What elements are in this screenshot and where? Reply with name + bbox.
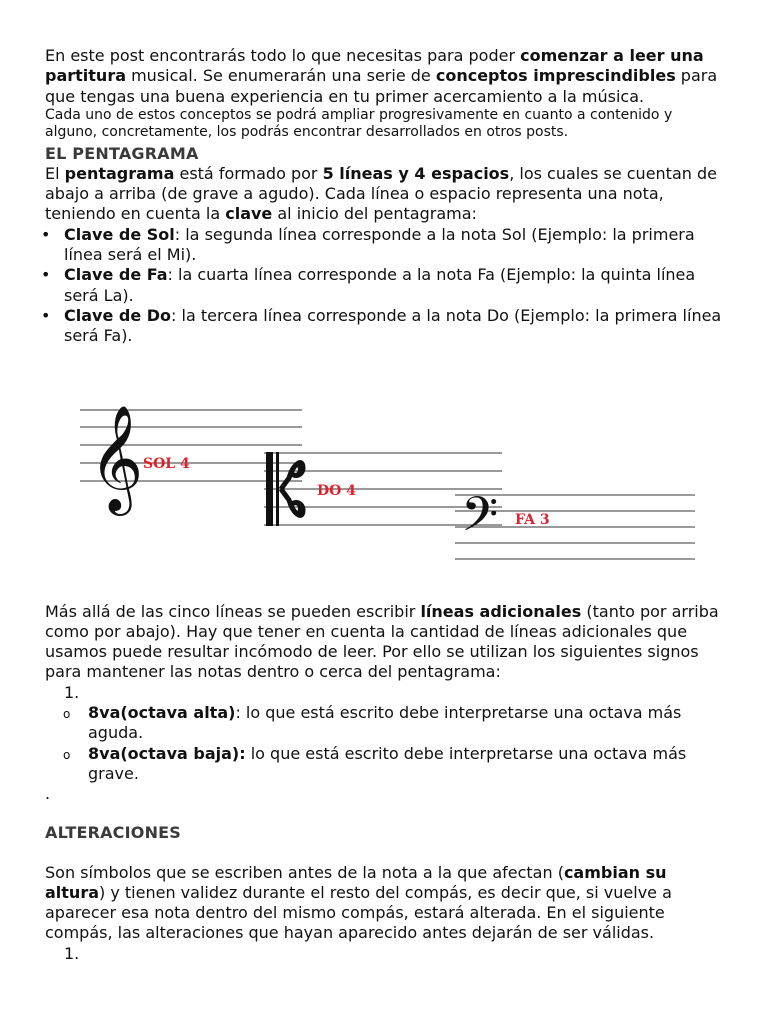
clefs-staff-image	[45, 347, 725, 602]
pentagrama-bold: clave	[225, 204, 273, 224]
fa-label: FA 3	[515, 511, 550, 528]
list-item	[41, 305, 725, 347]
adicionales-paragraph	[45, 602, 725, 683]
octave-term: 8va(octava alta)	[88, 703, 236, 723]
bullet: •	[41, 305, 51, 325]
list-item	[41, 265, 725, 306]
pentagrama-text: , los cuales se cuentan de abajo a arriba (de grave a agudo). Cada línea o espacio representa una nota, teniendo en cuenta la	[45, 163, 717, 224]
bass-clef-icon: 𝄢	[461, 485, 499, 554]
intro-bold: conceptos imprescindibles	[435, 66, 676, 86]
pentagrama-bold: pentagrama	[64, 163, 175, 183]
alteraciones-text: ) y tienen validez durante el resto del compás, es decir que, si vuelve a aparecer esa nota dentro del mismo compás, estará alterada. En el siguiente compás, las alteraciones que hayan aparecido antes dejarán de ser válidas.	[45, 882, 672, 943]
intro-text: para que tengas una buena experiencia en tu primer acercamiento a la música.	[45, 66, 718, 106]
treble-clef-icon: 𝄞	[89, 403, 144, 511]
alteraciones-heading: ALTERACIONES	[45, 822, 182, 842]
circle-bullet-icon: o	[63, 747, 71, 762]
bullet: •	[41, 224, 51, 244]
adicionales-text: (tanto por arriba como por abajo). Hay que tener en cuenta la cantidad de líneas adicionales que usamos puede resultar incómodo de leer. Por ello se utilizan los siguientes signos para mantener las notas dentro o cerca del pentagrama:	[45, 601, 719, 682]
sol-label: SOL 4	[143, 455, 190, 472]
adicionales-text: Más allá de las cinco líneas se pueden escribir	[45, 601, 421, 621]
clefs-figure	[45, 347, 725, 602]
circle-bullet-icon: o	[63, 707, 71, 722]
clef-description: : la segunda línea corresponde a la nota Sol (Ejemplo: la primera línea será el Mi).	[64, 224, 695, 265]
alteraciones-paragraph	[45, 863, 725, 944]
clef-list	[41, 224, 725, 347]
clef-name: Clave de Do	[64, 305, 172, 325]
list-item	[41, 224, 725, 266]
numbered-item: 1.	[64, 682, 80, 702]
note-paragraph: Cada uno de estos conceptos se podrá ampliar progresivamente en cuanto a contenido y alguno, concretamente, los podrás encontrar desarrollados en otros posts.	[45, 106, 673, 141]
octave-list	[45, 703, 725, 784]
pentagrama-heading: EL PENTAGRAMA	[45, 143, 199, 163]
intro-paragraph	[45, 46, 725, 107]
do-label: DO 4	[317, 482, 356, 499]
intro-text: En este post encontrarás todo lo que necesitas para poder	[45, 46, 521, 65]
octave-description: lo que está escrito debe interpretarse una octava más grave.	[88, 743, 687, 783]
pentagrama-text: está formado por	[174, 163, 323, 183]
bullet: •	[41, 265, 51, 285]
intro-text: musical. Se enumerarán una serie de	[126, 66, 436, 86]
clef-name: Clave de Fa	[64, 265, 168, 285]
dot-line: .	[45, 784, 51, 804]
intro-bold: comenzar a leer una partitura	[45, 46, 704, 86]
pentagrama-text: El	[45, 163, 65, 183]
alteraciones-text: Son símbolos que se escriben antes de la nota a la que afectan (	[45, 862, 564, 882]
article	[41, 46, 725, 964]
list-item	[45, 703, 725, 744]
pentagrama-bold: 5 líneas y 4 espacios	[322, 163, 510, 183]
pentagrama-text: al inicio del pentagrama:	[272, 204, 477, 224]
octave-description: : lo que está escrito debe interpretarse una octava más aguda.	[88, 703, 682, 743]
clef-description: : la tercera línea corresponde a la nota Do (Ejemplo: la primera línea será Fa).	[64, 305, 722, 346]
clef-name: Clave de Sol	[64, 224, 175, 244]
alteraciones-bold: cambian su altura	[45, 862, 667, 902]
adicionales-bold: líneas adicionales	[420, 601, 582, 621]
numbered-item: 1.	[64, 943, 80, 963]
list-item	[45, 744, 725, 785]
clef-description: : la cuarta línea corresponde a la nota Fa (Ejemplo: la quinta línea será La).	[64, 265, 696, 305]
octave-term: 8va(octava baja):	[88, 743, 246, 763]
pentagrama-paragraph	[45, 164, 725, 225]
